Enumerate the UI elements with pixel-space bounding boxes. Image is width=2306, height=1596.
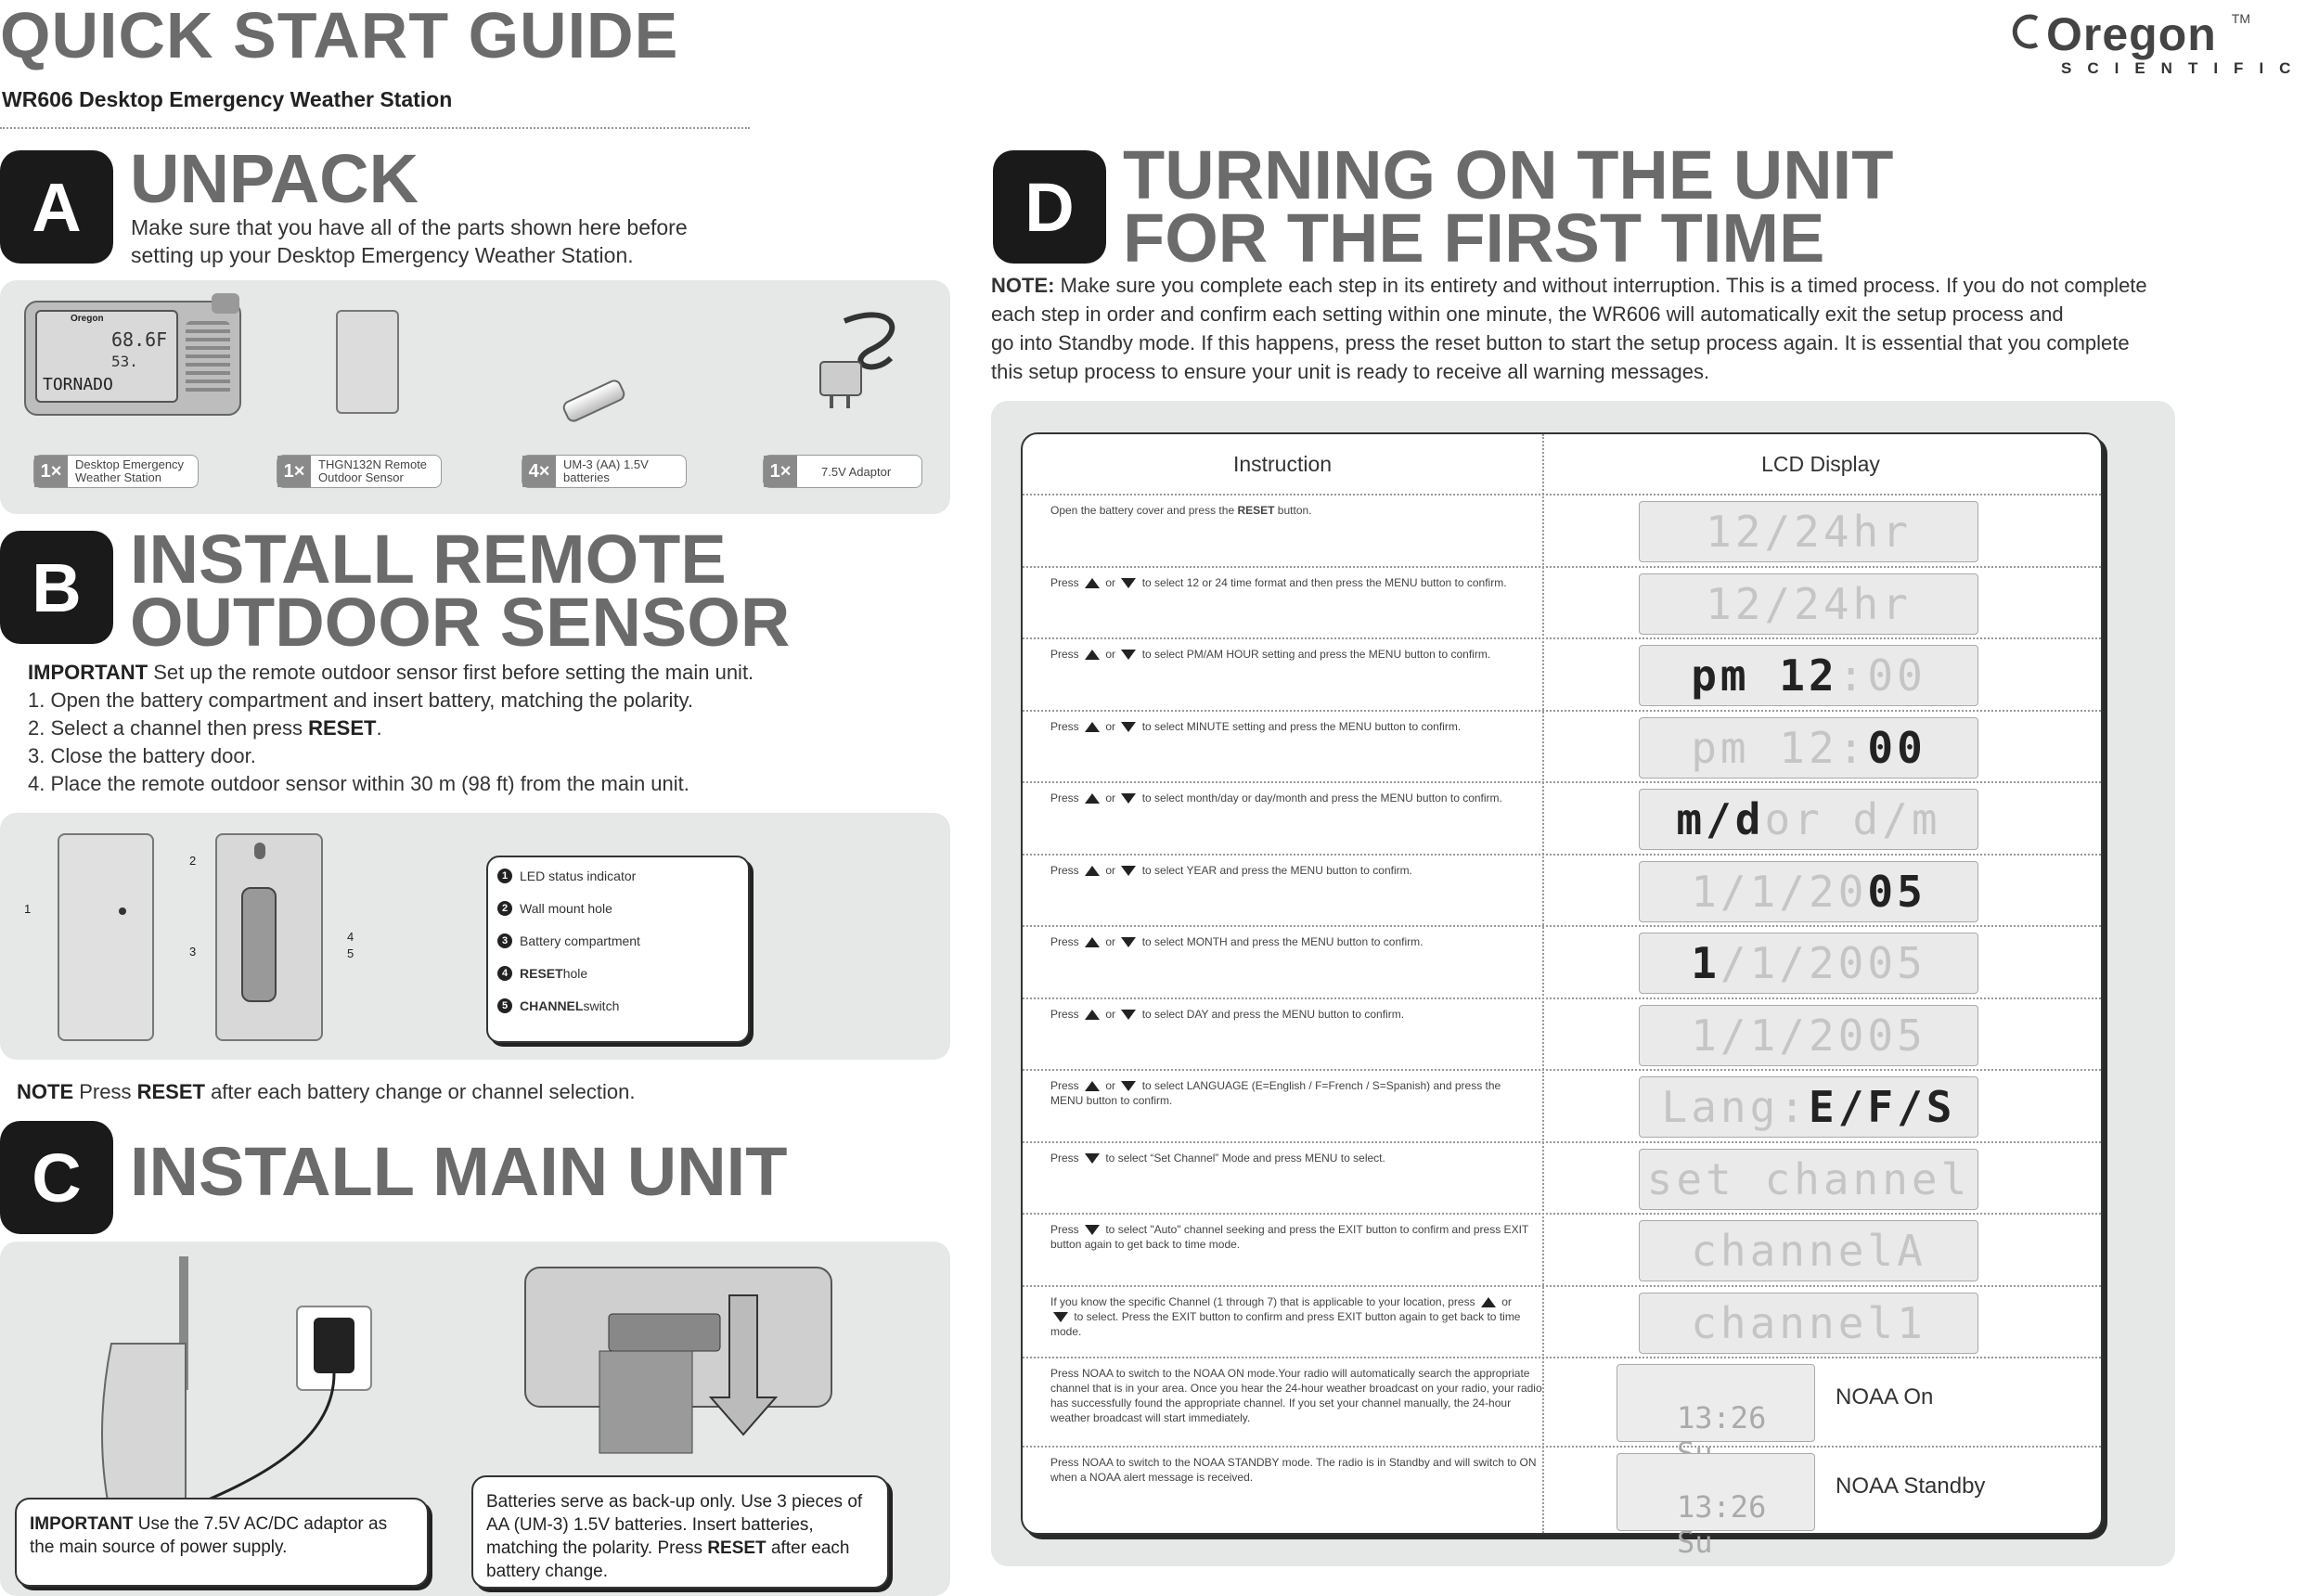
lcd-display: [1639, 645, 1978, 706]
part-qty: 4×: [522, 456, 556, 487]
callout-3: 3: [189, 945, 197, 959]
note-bold: RESET: [136, 1080, 205, 1103]
up-arrow-icon: [1085, 866, 1100, 876]
main-unit-panel: [0, 1242, 950, 1596]
lcd-inactive-text: or d/m: [1764, 794, 1941, 844]
instruction-part: Press: [1050, 575, 1083, 589]
step-3: 3. Close the battery door.: [28, 744, 256, 767]
sensor-panel: [0, 813, 950, 1060]
logo-arc-icon: [2009, 11, 2046, 48]
instruction-part: to select “Set Channel” Mode and press MENU to select.: [1102, 1151, 1385, 1165]
sensor-front-image: [58, 833, 154, 1041]
lcd-inactive-text: channel1: [1691, 1297, 1926, 1348]
instruction-part: or: [1102, 575, 1119, 589]
col-instruction: Instruction: [1232, 451, 1333, 476]
lcd-display: [1639, 933, 1978, 994]
noaa-time: 13:26 Su: [1677, 1489, 1767, 1560]
table-row-noaa-on: [1023, 1357, 2101, 1448]
battery-text: Batteries serve as back-up only. Use 3 pieces of AA (UM-3) 1.5V batteries. Insert batteries, matching the polarity. Press: [486, 1492, 863, 1558]
instruction-part: to select MONTH and press the MENU button to confirm.: [1139, 935, 1424, 948]
instruction-text: [1050, 863, 1533, 878]
logo-word: Oregon: [2046, 8, 2217, 60]
down-arrow-icon: [1121, 1081, 1136, 1091]
lcd-inactive-text: :00: [1837, 650, 1926, 701]
battery-image: [560, 378, 627, 424]
instruction-text: [1050, 719, 1533, 734]
part-pill-1: [33, 455, 199, 488]
setup-table: [1021, 432, 2103, 1560]
lcd-display: [1639, 573, 1978, 635]
instruction-part: If you know the specific Channel (1 through 7) that is applicable to your location, press: [1050, 1294, 1478, 1308]
legend-num: 4: [497, 966, 512, 981]
station-alert-word: TORNADO: [43, 375, 113, 394]
main-unit-side-image: [84, 1251, 380, 1529]
lcd-active-text: m/d: [1676, 794, 1765, 844]
section-a-title: UNPACK: [130, 140, 419, 217]
section-b-badge: B: [0, 531, 113, 644]
legend-num: 1: [497, 869, 512, 883]
table-row: [1023, 925, 2101, 999]
logo-scientific: SCIENTIFIC: [2061, 59, 2306, 77]
setup-note: [991, 271, 2268, 386]
step-2-end: .: [376, 716, 382, 740]
instruction-text: [1050, 1078, 1533, 1108]
legend-text: LED status indicator: [520, 869, 637, 883]
instruction-part: Open the battery cover and press the: [1050, 504, 1238, 517]
adaptor-image: [807, 302, 919, 414]
table-row: [1023, 781, 2101, 856]
down-arrow-icon: [1121, 793, 1136, 804]
noaa-time: 13:26: [1677, 1400, 1767, 1435]
sensor-steps: [28, 659, 919, 798]
instruction-part: Press: [1050, 1079, 1083, 1092]
section-d-title-1: TURNING ON THE UNIT: [1123, 136, 1894, 213]
lcd-inactive-text: Lang:: [1661, 1082, 1809, 1132]
lcd-inactive-text: channelA: [1691, 1226, 1926, 1276]
instruction-part: or: [1102, 1007, 1119, 1021]
legend-row-2: [497, 901, 612, 916]
instruction-part: to select month/day or day/month and press the MENU button to confirm.: [1139, 792, 1502, 804]
down-arrow-icon: [1085, 1225, 1100, 1235]
section-a-desc-2: setting up your Desktop Emergency Weather Station.: [131, 243, 634, 267]
instruction-text: [1050, 647, 1533, 662]
logo-tm: TM: [2231, 11, 2250, 26]
note-text-end: after each battery change or channel selection.: [204, 1080, 636, 1103]
sensor-note: [17, 1078, 635, 1106]
legend-row-3: [497, 933, 640, 948]
instruction-part: Press: [1050, 648, 1083, 661]
station-temp-2: 53.: [111, 353, 138, 370]
station-temp-1: 68.6F: [111, 328, 168, 351]
table-row: [1023, 1141, 2101, 1216]
section-c-title: INSTALL MAIN UNIT: [130, 1133, 788, 1210]
step-2-bold: RESET: [308, 716, 377, 740]
instruction-part: to select PM/AM HOUR setting and press the MENU button to confirm.: [1139, 648, 1491, 661]
instruction-part: Press: [1050, 1007, 1083, 1021]
instruction-part: to select. Press the EXIT button to confirm and press EXIT button again to get back to time mode.: [1050, 1309, 1521, 1338]
legend-text: Wall mount hole: [520, 901, 612, 916]
step-1: 1. Open the battery compartment and insert battery, matching the polarity.: [28, 689, 693, 712]
instruction-part: to select DAY and press the MENU button to confirm.: [1139, 1007, 1405, 1021]
section-b-title-1: INSTALL REMOTE: [130, 521, 727, 598]
callout-4: 4: [347, 930, 354, 944]
up-arrow-icon: [1085, 578, 1100, 588]
outdoor-sensor-image: [336, 310, 399, 414]
instruction-part: or: [1102, 792, 1119, 804]
lcd-inactive-text: 1/1/2005: [1691, 1010, 1926, 1061]
legend-row-1: [497, 869, 636, 883]
station-top-button: [212, 293, 239, 314]
table-row: [1023, 1213, 2101, 1287]
lcd-inactive-text: 12/24hr: [1706, 507, 1912, 557]
lcd-inactive-text: /1/2005: [1720, 938, 1926, 988]
down-arrow-icon: [1085, 1153, 1100, 1164]
legend-num: 2: [497, 901, 512, 916]
battery-callout: [471, 1475, 889, 1589]
instruction-text: [1050, 1007, 1533, 1022]
section-a-badge: A: [0, 150, 113, 264]
table-row-noaa-standby: [1023, 1446, 2101, 1560]
instruction-part: or: [1102, 863, 1119, 877]
legend-row-5: [497, 998, 619, 1013]
lcd-inactive-text: 12/24hr: [1706, 578, 1912, 629]
legend-bold: RESET: [520, 966, 563, 981]
important-label: IMPORTANT: [30, 1514, 134, 1534]
part-label-4: 7.5V Adaptor: [821, 464, 892, 479]
page-title: QUICK START GUIDE: [0, 0, 679, 71]
down-arrow-icon: [1121, 866, 1136, 876]
part-label-3b: batteries: [563, 470, 610, 484]
legend-text: hole: [562, 966, 588, 981]
lcd-active-text: 00: [1867, 722, 1926, 773]
table-row: [1023, 1069, 2101, 1143]
lcd-display: [1639, 1005, 1978, 1066]
adaptor-important-callout: [15, 1498, 429, 1587]
down-arrow-icon: [1121, 578, 1136, 588]
instruction-part: or: [1102, 935, 1119, 948]
lcd-active-text: 1: [1691, 938, 1720, 988]
lcd-display: [1639, 1220, 1978, 1281]
instruction-part: Press: [1050, 792, 1083, 804]
lcd-display: [1639, 1293, 1978, 1354]
section-b-title-2: OUTDOOR SENSOR: [130, 584, 791, 661]
lcd-active-text: pm 12: [1691, 650, 1838, 701]
lcd-active-text: 05: [1867, 866, 1926, 917]
section-c-badge: C: [0, 1121, 113, 1234]
up-arrow-icon: [1085, 1010, 1100, 1020]
noaa-standby-instruction: Press NOAA to switch to the NOAA STANDBY mode. The radio is in Standby and will switch to ON when a NOAA alert message is received.: [1050, 1456, 1537, 1484]
instruction-text: [1050, 1222, 1533, 1252]
station-speaker-grille: [186, 321, 230, 395]
instruction-part: to select YEAR and press the MENU button to confirm.: [1139, 863, 1412, 877]
part-pill-4: [763, 455, 922, 488]
callout-5: 5: [347, 946, 354, 960]
instruction-part: or: [1102, 648, 1119, 661]
legend-bold: CHANNEL: [520, 998, 584, 1013]
main-unit-back-image: [516, 1258, 850, 1472]
noaa-on-instruction: Press NOAA to switch to the NOAA ON mode.Your radio will automatically search the appropriate channel that is in your area. Once you hear the 24-hour weather broadcast on your radio, your radio has successfully found the appropriate channel. If you set your channel manually, the 24-hour weather broadcast will start immediately.: [1050, 1367, 1542, 1424]
part-label-2a: THGN132N Remote: [318, 457, 428, 471]
noaa-on-label: NOAA On: [1836, 1384, 1934, 1409]
instruction-part: Press: [1050, 1151, 1083, 1165]
step-2: 2. Select a channel then press: [28, 716, 309, 740]
station-brand: Oregon: [71, 314, 104, 324]
part-qty: 1×: [764, 456, 797, 487]
instruction-bold: RESET: [1237, 504, 1275, 517]
legend-text: switch: [583, 998, 620, 1013]
down-arrow-icon: [1121, 1010, 1136, 1020]
note-line-3: go into Standby mode. If this happens, press the reset button to start the setup process again. It is essential that you complete: [991, 331, 2130, 354]
lcd-display: [1639, 1149, 1978, 1210]
note-line-4: this setup process to ensure your unit is ready to receive all warning messages.: [991, 360, 1710, 383]
oregon-logo: [2009, 7, 2306, 77]
down-arrow-icon: [1121, 722, 1136, 732]
down-arrow-icon: [1121, 937, 1136, 947]
note-label: NOTE: [17, 1080, 74, 1103]
note-label: NOTE:: [991, 274, 1055, 297]
instruction-text: [1050, 1151, 1533, 1165]
part-label-2b: Outdoor Sensor: [318, 470, 404, 484]
up-arrow-icon: [1085, 793, 1100, 804]
instruction-text: [1050, 1294, 1533, 1339]
instruction-part: to select 12 or 24 time format and then press the MENU button to confirm.: [1139, 575, 1507, 589]
noaa-standby-label: NOAA Standby: [1836, 1474, 1986, 1499]
up-arrow-icon: [1481, 1297, 1496, 1307]
lcd-display: [1639, 501, 1978, 562]
battery-bold: RESET: [707, 1538, 767, 1558]
instruction-part: to select LANGUAGE (E=English / F=French / S=Spanish) and press the MENU button to confirm.: [1050, 1079, 1501, 1107]
part-qty: 1×: [277, 456, 311, 487]
unpack-panel: [0, 280, 950, 514]
col-lcd: LCD Display: [1761, 451, 1880, 476]
instruction-text: [1050, 503, 1533, 518]
table-row: [1023, 637, 2101, 712]
table-row: [1023, 710, 2101, 784]
up-arrow-icon: [1085, 937, 1100, 947]
down-arrow-icon: [1053, 1312, 1068, 1322]
legend-text: Battery compartment: [520, 933, 640, 948]
part-label-1a: Desktop Emergency: [75, 457, 185, 471]
callout-1: 1: [24, 902, 32, 916]
product-subtitle: WR606 Desktop Emergency Weather Station: [2, 87, 453, 111]
lcd-display: [1639, 717, 1978, 779]
header-divider: [0, 127, 750, 129]
table-row: [1023, 998, 2101, 1072]
sensor-legend: [486, 856, 750, 1043]
instruction-text: [1050, 791, 1533, 805]
sensor-battery-slot: [241, 887, 277, 1002]
note-line-2: each step in order and confirm each setting within one minute, the WR606 will automatically exit the setup process and: [991, 302, 2064, 326]
part-label-3a: UM-3 (AA) 1.5V: [563, 457, 649, 471]
instruction-part: or: [1498, 1294, 1512, 1308]
noaa-on-lcd: [1617, 1364, 1815, 1442]
up-arrow-icon: [1085, 650, 1100, 660]
instruction-part: or: [1102, 1079, 1119, 1092]
instruction-text: [1050, 575, 1533, 590]
lcd-active-text: E/F/S: [1809, 1082, 1956, 1132]
section-d-badge: D: [993, 150, 1106, 264]
instruction-part: Press: [1050, 863, 1083, 877]
table-row: [1023, 494, 2101, 568]
section-a-desc-1: Make sure that you have all of the parts shown here before: [131, 215, 688, 239]
instruction-part: Press: [1050, 935, 1083, 948]
legend-num: 3: [497, 933, 512, 948]
note-text: Press: [73, 1080, 137, 1103]
lcd-inactive-text: 1/1/20: [1691, 866, 1868, 917]
station-screen: [35, 310, 178, 403]
instruction-part: to select MINUTE setting and press the MENU button to confirm.: [1139, 719, 1462, 733]
step-4: 4. Place the remote outdoor sensor within 30 m (98 ft) from the main unit.: [28, 772, 689, 795]
part-label-1b: Weather Station: [75, 470, 161, 484]
up-arrow-icon: [1085, 1081, 1100, 1091]
wall-mount-hole: [254, 843, 265, 859]
legend-row-4: [497, 966, 587, 981]
part-pill-3: [522, 455, 687, 488]
sensor-back-image: [215, 833, 323, 1041]
instruction-text: [1050, 934, 1533, 949]
part-pill-2: [277, 455, 442, 488]
lcd-display: [1639, 861, 1978, 922]
instruction-part: Press: [1050, 719, 1083, 733]
important-text: Use the 7.5V AC/DC adaptor as the main source of power supply.: [30, 1514, 388, 1557]
instruction-part: to select "Auto" channel seeking and press the EXIT button to confirm and press EXIT button again to get back to time mode.: [1050, 1223, 1529, 1251]
section-d-title-2: FOR THE FIRST TIME: [1123, 200, 1825, 277]
table-row: [1023, 854, 2101, 928]
battery-text-end: after each battery change.: [486, 1538, 850, 1581]
instruction-part: Press: [1050, 1223, 1083, 1236]
down-arrow-icon: [1121, 650, 1136, 660]
instruction-part: or: [1102, 719, 1119, 733]
lcd-inactive-text: set channel: [1646, 1153, 1971, 1204]
led-dot: [119, 907, 126, 915]
table-row: [1023, 566, 2101, 640]
instruction-part: button.: [1274, 504, 1312, 517]
noaa-standby-lcd: [1617, 1453, 1815, 1560]
callout-2: 2: [189, 854, 197, 868]
important-text: Set up the remote outdoor sensor first before setting the main unit.: [148, 661, 754, 684]
lcd-inactive-text: pm 12:: [1691, 722, 1868, 773]
up-arrow-icon: [1085, 722, 1100, 732]
note-line-1: Make sure you complete each step in its entirety and without interruption. This is a timed process. If you do not complete: [1054, 274, 2147, 297]
table-row: [1023, 1285, 2101, 1359]
lcd-display: [1639, 789, 1978, 850]
lcd-display: [1639, 1076, 1978, 1138]
part-qty: 1×: [34, 456, 68, 487]
weather-station-image: [24, 301, 241, 416]
legend-num: 5: [497, 998, 512, 1013]
important-label: IMPORTANT: [28, 661, 148, 684]
